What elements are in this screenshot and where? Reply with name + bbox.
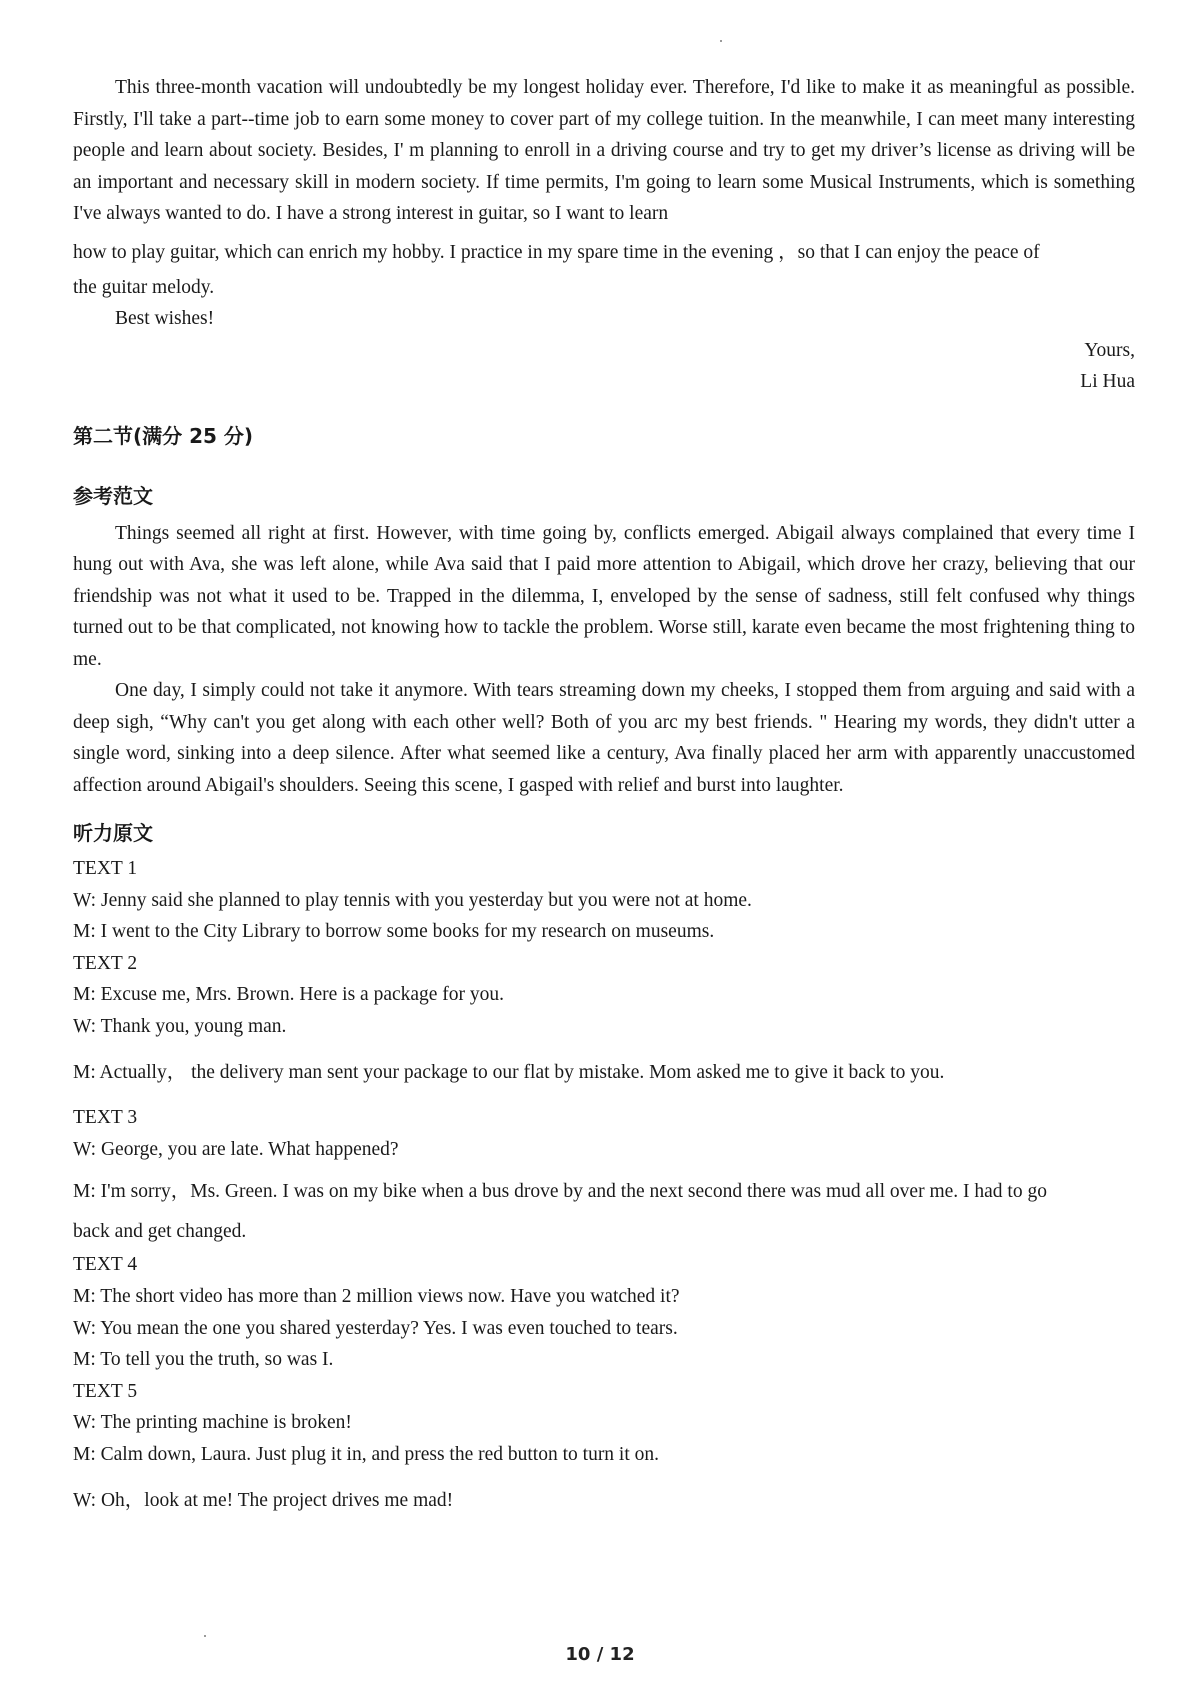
essay-paragraph-continued: how to play guitar, which can enrich my hobby. I practice in my spare time in the evening ，so that I can enjoy the peace of xyxy=(73,241,1040,263)
letter-closing: Best wishes! xyxy=(115,308,215,329)
scan-speck xyxy=(204,1635,206,1637)
listening-title: 听力原文 xyxy=(73,821,153,845)
dialogue-line: M: Excuse me, Mrs. Brown. Here is a package for you. xyxy=(73,984,505,1006)
listening-transcript xyxy=(73,817,1135,1516)
essay-letter xyxy=(73,72,1135,398)
dialogue-line: back and get changed. xyxy=(73,1221,247,1243)
text-label: TEXT 5 xyxy=(73,1380,138,1402)
dialogue-line: W: Oh，look at me! The project drives me mad! xyxy=(73,1489,454,1511)
scan-speck xyxy=(720,40,722,42)
letter-sign-off: Yours, xyxy=(1084,339,1135,361)
dialogue-line: M: Actually， the delivery man sent your package to our flat by mistake. Mom asked me to give it back to you. xyxy=(73,1061,945,1083)
dialogue-line: W: Jenny said she planned to play tennis with you yesterday but you were not at home. xyxy=(73,889,752,911)
section-title: 第二节(满分 25 分) xyxy=(73,423,254,448)
dialogue-line: M: To tell you the truth, so was I. xyxy=(73,1349,334,1371)
dialogue-line: W: You mean the one you shared yesterday? Yes. I was even touched to tears. xyxy=(73,1317,678,1339)
text-label: TEXT 3 xyxy=(73,1107,138,1129)
dialogue-line: W: George, you are late. What happened? xyxy=(73,1138,399,1160)
essay-paragraph-end: the guitar melody. xyxy=(73,276,215,298)
dialogue-line: M: I'm sorry，Ms. Green. I was on my bike when a bus drove by and the next second there was mud all over me. I had to go xyxy=(73,1181,1047,1203)
page-number: 10 / 12 xyxy=(565,1644,635,1665)
dialogue-line: M: I went to the City Library to borrow some books for my research on museums. xyxy=(73,921,715,943)
document-page xyxy=(73,72,1135,1516)
section-two xyxy=(73,420,1135,802)
text-label: TEXT 4 xyxy=(73,1254,138,1276)
dialogue-line: M: Calm down, Laura. Just plug it in, and press the red button to turn it on. xyxy=(73,1443,660,1465)
reference-paragraph-2: One day, I simply could not take it anymore. With tears streaming down my cheeks, I stopped them from arguing and said with a deep sigh, “Why can't you get along with each other well? Both of you arc my best friends. " Hearing my words, they didn't utter a single word, sinking into a deep silence. After what seemed like a century, Ava finally placed her arm with apparently unaccustomed affection around Abigail's shoulders. Seeing this scene, I gasped with relief and burst into laughter. xyxy=(73,680,1135,796)
dialogue-line: W: Thank you, young man. xyxy=(73,1015,287,1037)
reference-paragraph-1: Things seemed all right at first. However, with time going by, conflicts emerged. Abigail always complained that every time I hung out with Ava, she was left alone, while Ava said that I paid more attention to Abigail, which drove her crazy, believing that our friendship was not what it used to be. Trapped in the dilemma, I, enveloped by the sense of sadness, still felt confused why things turned out to be that complicated, not knowing how to tackle the problem. Worse still, karate even became the most frightening thing to me. xyxy=(73,522,1135,670)
reference-essay-title: 参考范文 xyxy=(73,483,153,508)
text-label: TEXT 1 xyxy=(73,858,138,879)
dialogue-line: W: The printing machine is broken! xyxy=(73,1412,352,1434)
letter-signature: Li Hua xyxy=(1080,371,1135,392)
text-label: TEXT 2 xyxy=(73,952,138,974)
dialogue-line: M: The short video has more than 2 million views now. Have you watched it? xyxy=(73,1285,680,1307)
essay-paragraph: This three-month vacation will undoubtedly be my longest holiday ever. Therefore, I'd like to make it as meaningful as possible. Firstly, I'll take a part--time job to earn some money to cover part of my college tuition. In the meanwhile, I can meet many interesting people and learn about society. Besides, I' m planning to enroll in a driving course and try to get my driver’s license as driving will be an important and necessary skill in modern society. If time permits, I'm going to learn some Musical Instruments, which is something I've always wanted to do. I have a strong interest in guitar, so I want to learn xyxy=(73,77,1135,224)
